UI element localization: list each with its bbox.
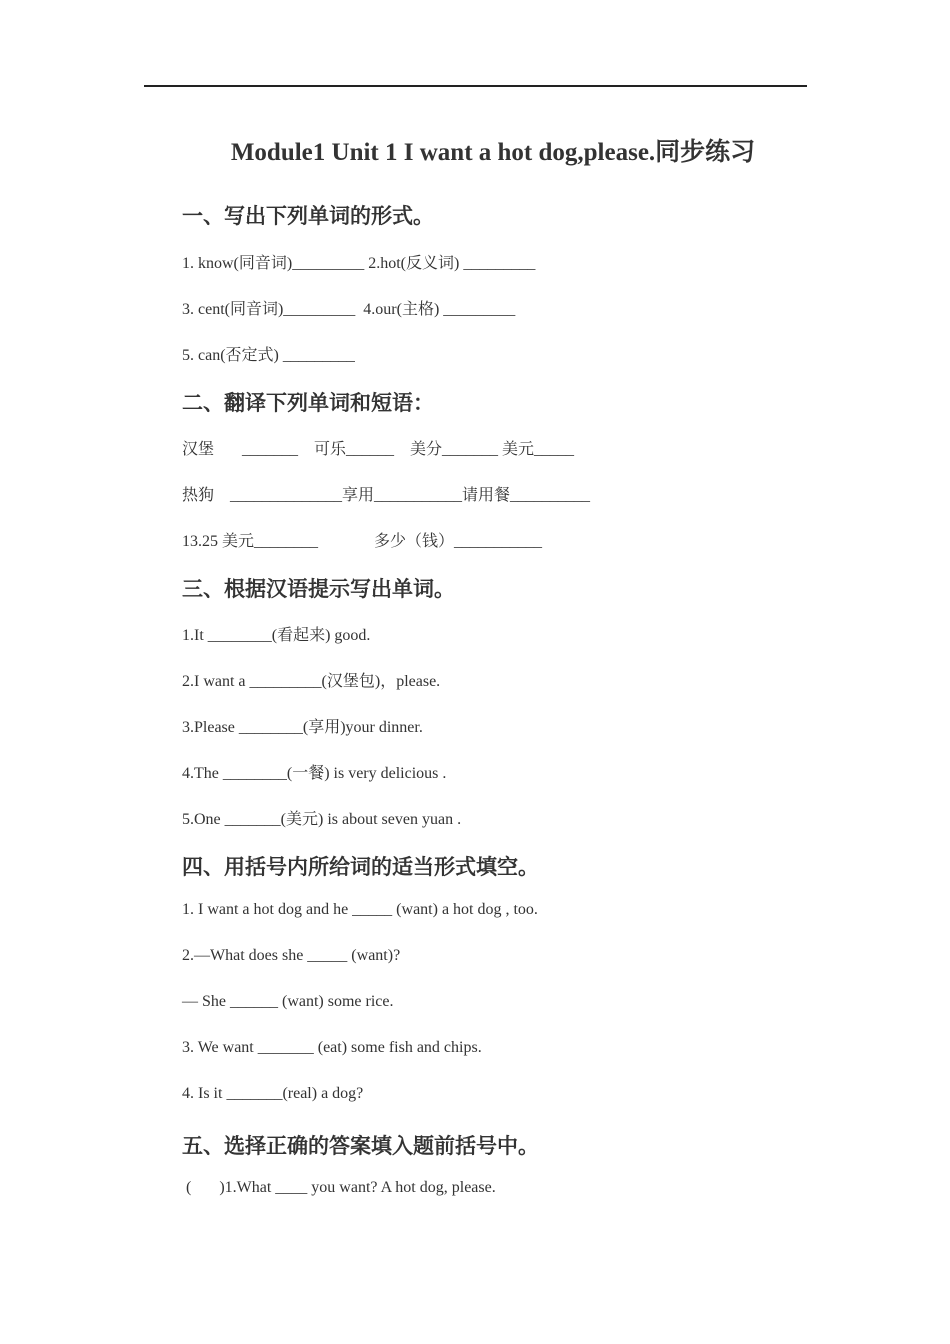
exercise-line: 2.I want a _________(汉堡包)，please. <box>182 673 441 690</box>
exercise-line: 3. We want _______ (eat) some fish and chips. <box>182 1039 482 1056</box>
exercise-line: 汉堡 _______ 可乐______ 美分_______ 美元_____ <box>182 441 575 458</box>
section-heading-3: 三、根据汉语提示写出单词。 <box>182 577 455 601</box>
exercise-line: 3. cent(同音词)_________ 4.our(主格) _________ <box>182 301 516 318</box>
exercise-line: 13.25 美元________ 多少（钱）___________ <box>182 533 543 550</box>
exercise-line: 1.It ________(看起来) good. <box>182 627 371 644</box>
header-rule <box>144 85 807 87</box>
exercise-line: 5.One _______(美元) is about seven yuan . <box>182 811 462 828</box>
exercise-line: ( )1.What ____ you want? A hot dog, please. <box>182 1179 496 1196</box>
exercise-line: 5. can(否定式) _________ <box>182 347 355 364</box>
exercise-line: 热狗 ______________享用___________请用餐__________ <box>182 487 591 504</box>
exercise-line: 2.—What does she _____ (want)? <box>182 947 401 964</box>
section-heading-2: 二、翻译下列单词和短语： <box>182 391 434 415</box>
exercise-line: 4. Is it _______(real) a dog? <box>182 1085 364 1102</box>
section-heading-5: 五、选择正确的答案填入题前括号中。 <box>182 1134 539 1158</box>
exercise-line: 3.Please ________(享用)your dinner. <box>182 719 423 736</box>
section-heading-4: 四、用括号内所给词的适当形式填空。 <box>182 855 539 879</box>
exercise-line: — She ______ (want) some rice. <box>182 993 394 1010</box>
exercise-line: 1. I want a hot dog and he _____ (want) a hot dog , too. <box>182 901 538 918</box>
exercise-line: 1. know(同音词)_________ 2.hot(反义词) _________ <box>182 255 536 272</box>
exercise-line: 4.The ________(一餐) is very delicious . <box>182 765 447 782</box>
page-title: Module1 Unit 1 I want a hot dog,please.同步练习 <box>230 139 756 166</box>
section-heading-1: 一、写出下列单词的形式。 <box>182 204 434 228</box>
